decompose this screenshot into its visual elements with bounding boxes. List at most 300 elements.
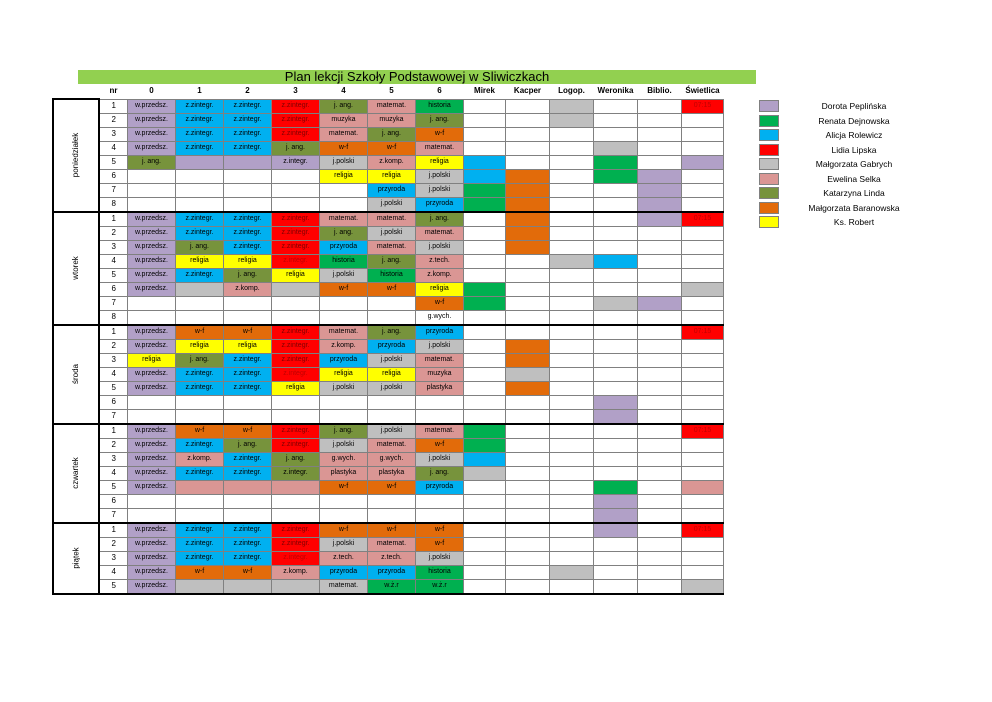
lesson-cell: z.zintegr. [175,268,223,282]
lesson-cell: matemat. [367,212,415,227]
schedule-row [53,438,723,452]
lesson-cell: w-f [415,537,463,551]
lesson-cell: z.zintegr. [175,226,223,240]
lesson-cell [593,565,637,579]
lesson-cell [549,367,593,381]
legend-swatch [759,187,779,199]
lesson-cell [681,367,723,381]
lesson-cell [637,466,681,480]
lesson-cell [505,296,549,310]
lesson-cell: j.polski [367,353,415,367]
schedule-row [53,551,723,565]
lesson-cell: z.zintegr. [175,551,223,565]
day-label [53,325,99,424]
lesson-cell [549,466,593,480]
lesson-number: 3 [99,551,127,565]
lesson-cell [549,99,593,113]
lesson-cell [127,310,175,325]
lesson-cell: matemat. [319,212,367,227]
lesson-cell [505,169,549,183]
lesson-cell [175,395,223,409]
lesson-cell [549,113,593,127]
lesson-cell [463,296,505,310]
lesson-cell: w-f [319,282,367,296]
lesson-cell: z.zintegr. [223,141,271,155]
lesson-cell [463,169,505,183]
lesson-cell [637,325,681,340]
lesson-cell: z.integr. [271,466,319,480]
lesson-cell [593,183,637,197]
lesson-cell [415,395,463,409]
lesson-cell: j. ang. [319,226,367,240]
column-header: Kacper [513,86,542,96]
lesson-cell: z.zintegr. [223,127,271,141]
lesson-cell [681,296,723,310]
lesson-cell [505,466,549,480]
lesson-cell [593,339,637,353]
lesson-cell: z.zintegr. [223,240,271,254]
lesson-cell [175,197,223,212]
lesson-number: 5 [99,381,127,395]
schedule-row [53,197,723,212]
lesson-cell [593,551,637,565]
schedule-row [53,537,723,551]
lesson-cell [271,395,319,409]
lesson-cell: j.polski [319,155,367,169]
column-header: Świetlica [685,86,720,96]
lesson-number: 7 [99,508,127,523]
lesson-cell [271,508,319,523]
lesson-cell: 07:15 [681,424,723,439]
lesson-cell: j.polski [367,381,415,395]
lesson-number: 6 [99,169,127,183]
lesson-cell: matemat. [367,438,415,452]
lesson-cell [593,523,637,538]
lesson-cell [505,452,549,466]
lesson-number: 5 [99,579,127,594]
lesson-cell [127,395,175,409]
lesson-cell [549,240,593,254]
lesson-cell [319,395,367,409]
lesson-cell [463,480,505,494]
lesson-cell: w.przedsz. [127,99,175,113]
lesson-cell [463,565,505,579]
lesson-cell: j.polski [319,268,367,282]
lesson-cell: j. ang. [319,99,367,113]
legend-teacher-name: Dorota Peplińska [821,101,887,112]
lesson-cell [415,409,463,424]
lesson-cell [505,339,549,353]
lesson-cell: z.zintegr. [271,438,319,452]
lesson-cell: z.zintegr. [271,339,319,353]
lesson-cell [463,127,505,141]
lesson-cell [223,169,271,183]
lesson-cell [637,197,681,212]
lesson-number: 6 [99,395,127,409]
lesson-number: 2 [99,113,127,127]
page-title: Plan lekcji Szkoły Podstawowej w Sliwiczkach [284,69,550,84]
legend-item [759,114,929,129]
lesson-cell [505,197,549,212]
lesson-cell [549,155,593,169]
lesson-cell [175,494,223,508]
lesson-cell [367,296,415,310]
lesson-cell: w.przedsz. [127,113,175,127]
lesson-cell [681,438,723,452]
lesson-number: 2 [99,226,127,240]
legend-teacher-name: Alicja Rolewicz [825,130,883,141]
lesson-cell: religia [319,169,367,183]
lesson-cell [415,494,463,508]
lesson-number: 7 [99,409,127,424]
lesson-cell [127,296,175,310]
lesson-cell [593,409,637,424]
schedule-row [53,508,723,523]
lesson-number: 6 [99,494,127,508]
lesson-cell: matemat. [415,141,463,155]
lesson-cell: z.zintegr. [271,226,319,240]
day-name: czwartek [71,457,81,489]
lesson-cell [681,508,723,523]
lesson-cell: z.tech. [367,551,415,565]
lesson-cell [463,523,505,538]
lesson-cell [175,508,223,523]
lesson-cell: j.polski [415,452,463,466]
lesson-cell [319,508,367,523]
legend-swatch [759,202,779,214]
lesson-cell [271,296,319,310]
lesson-cell: plastyka [319,466,367,480]
lesson-cell: j.polski [415,169,463,183]
lesson-cell [681,155,723,169]
lesson-cell [223,155,271,169]
lesson-cell: w.przedsz. [127,466,175,480]
header-blank [53,84,99,99]
lesson-cell [505,155,549,169]
lesson-cell [549,424,593,439]
schedule-grid [52,84,724,595]
lesson-cell [637,254,681,268]
lesson-cell [549,438,593,452]
lesson-cell [127,197,175,212]
lesson-cell: z.zintegr. [271,99,319,113]
lesson-cell [223,296,271,310]
lesson-cell: w.przedsz. [127,240,175,254]
lesson-cell: 07:15 [681,99,723,113]
lesson-cell [593,282,637,296]
lesson-cell [505,565,549,579]
lesson-cell [593,254,637,268]
lesson-cell [505,353,549,367]
lesson-cell [463,113,505,127]
lesson-cell [593,240,637,254]
lesson-cell [681,113,723,127]
lesson-cell [463,395,505,409]
lesson-cell [681,240,723,254]
lesson-cell [593,226,637,240]
lesson-cell [637,508,681,523]
lesson-cell: z.tech. [415,254,463,268]
lesson-cell [175,296,223,310]
lesson-cell: w-f [319,523,367,538]
lesson-cell: matemat. [367,99,415,113]
schedule-row [53,226,723,240]
lesson-cell: religia [127,353,175,367]
lesson-cell [505,310,549,325]
lesson-cell [505,381,549,395]
column-header: Weronika [597,86,634,96]
lesson-cell [593,212,637,227]
lesson-cell: matemat. [319,325,367,340]
lesson-cell: przyroda [319,353,367,367]
lesson-cell: w-f [415,127,463,141]
legend-swatch [759,158,779,170]
lesson-cell: w-f [367,141,415,155]
lesson-cell [463,353,505,367]
lesson-cell: z.zintegr. [223,353,271,367]
lesson-cell: w.przedsz. [127,551,175,565]
lesson-cell: historia [319,254,367,268]
lesson-cell [549,409,593,424]
legend-item [759,172,929,187]
lesson-cell: g.wych. [367,452,415,466]
day-label [53,523,99,594]
lesson-cell [681,183,723,197]
lesson-cell [505,395,549,409]
lesson-cell: religia [175,254,223,268]
lesson-cell: przyroda [319,240,367,254]
lesson-cell [549,551,593,565]
legend-item [759,157,929,172]
lesson-cell [505,240,549,254]
lesson-cell [637,296,681,310]
schedule-row [53,466,723,480]
lesson-cell: j. ang. [175,240,223,254]
lesson-cell: w.przedsz. [127,565,175,579]
lesson-cell [593,296,637,310]
lesson-cell [637,155,681,169]
lesson-number: 2 [99,438,127,452]
lesson-cell: w-f [367,282,415,296]
lesson-cell: j. ang. [367,127,415,141]
lesson-cell [367,395,415,409]
lesson-cell [549,494,593,508]
lesson-cell [505,183,549,197]
schedule-row [53,381,723,395]
lesson-cell [549,212,593,227]
lesson-cell [367,508,415,523]
lesson-cell: j. ang. [223,268,271,282]
lesson-cell: w.przedsz. [127,339,175,353]
lesson-cell: przyroda [367,565,415,579]
day-name: środa [71,363,81,385]
lesson-cell [593,537,637,551]
lesson-cell: muzyka [319,113,367,127]
lesson-cell [505,438,549,452]
lesson-cell [175,183,223,197]
schedule-row [53,99,723,113]
lesson-cell [637,523,681,538]
title-bar [78,70,756,84]
lesson-cell [319,494,367,508]
lesson-cell: w-f [175,424,223,439]
lesson-cell: z.zintegr. [175,537,223,551]
lesson-cell: w.przedsz. [127,325,175,340]
lesson-cell [127,508,175,523]
lesson-number: 1 [99,212,127,227]
lesson-cell: z.komp. [223,282,271,296]
lesson-cell: w.ż.r [367,579,415,594]
lesson-cell: j.polski [415,183,463,197]
lesson-number: 6 [99,282,127,296]
lesson-cell [549,452,593,466]
lesson-cell: w.przedsz. [127,537,175,551]
schedule-row [53,325,723,340]
lesson-cell [681,452,723,466]
lesson-cell: w-f [175,565,223,579]
lesson-cell: j. ang. [271,141,319,155]
lesson-cell [681,169,723,183]
lesson-cell [593,579,637,594]
lesson-cell: w.przedsz. [127,282,175,296]
lesson-cell: przyroda [367,183,415,197]
lesson-cell: z.zintegr. [175,523,223,538]
lesson-cell [175,409,223,424]
lesson-cell [271,480,319,494]
lesson-cell: muzyka [367,113,415,127]
lesson-cell: z.zintegr. [175,113,223,127]
lesson-cell [681,141,723,155]
lesson-cell [549,565,593,579]
lesson-cell: muzyka [415,367,463,381]
lesson-number: 5 [99,480,127,494]
schedule-row [53,480,723,494]
lesson-cell [637,409,681,424]
lesson-cell [505,537,549,551]
lesson-cell: z.zintegr. [223,212,271,227]
lesson-cell [505,523,549,538]
lesson-cell [549,197,593,212]
lesson-cell [549,296,593,310]
lesson-cell [505,325,549,340]
lesson-cell: w-f [415,296,463,310]
lesson-cell [271,197,319,212]
schedule-row [53,268,723,282]
lesson-cell [637,282,681,296]
legend-swatch [759,173,779,185]
lesson-cell: z.integr. [271,155,319,169]
lesson-cell: w.przedsz. [127,381,175,395]
lesson-cell [637,537,681,551]
schedule-row [53,254,723,268]
column-header: nr [109,86,118,96]
lesson-cell: z.zintegr. [175,367,223,381]
legend-teacher-name: Małgorzata Gabrych [815,159,893,170]
lesson-cell [505,99,549,113]
lesson-cell: w.przedsz. [127,254,175,268]
schedule-row [53,565,723,579]
legend-item [759,99,929,114]
lesson-cell: z.zintegr. [271,212,319,227]
lesson-cell [175,480,223,494]
lesson-cell: w-f [319,480,367,494]
lesson-cell [175,155,223,169]
lesson-cell: w-f [415,438,463,452]
lesson-cell: j.polski [415,551,463,565]
lesson-cell [463,268,505,282]
lesson-cell [637,183,681,197]
lesson-cell [681,409,723,424]
column-header: 5 [389,86,394,96]
lesson-cell: j.polski [415,339,463,353]
day-name: piątek [71,547,81,569]
lesson-cell [505,409,549,424]
lesson-cell: j.polski [367,226,415,240]
lesson-cell [681,395,723,409]
lesson-cell: z.komp. [271,565,319,579]
lesson-cell [175,282,223,296]
lesson-cell [463,381,505,395]
lesson-number: 1 [99,325,127,340]
legend-swatch [759,144,779,156]
lesson-cell: j. ang. [415,113,463,127]
lesson-cell [463,212,505,227]
lesson-cell: j. ang. [175,353,223,367]
lesson-cell: w.przedsz. [127,127,175,141]
lesson-cell [637,226,681,240]
lesson-cell: z.zintegr. [271,127,319,141]
lesson-cell: j.polski [319,438,367,452]
lesson-cell [463,141,505,155]
lesson-cell [681,494,723,508]
lesson-cell [681,551,723,565]
lesson-cell [367,409,415,424]
legend-teacher-name: Ewelina Selka [827,173,881,184]
lesson-cell [127,169,175,183]
lesson-cell: z.komp. [175,452,223,466]
schedule-row [53,127,723,141]
lesson-cell [505,508,549,523]
lesson-cell [637,367,681,381]
lesson-cell [637,565,681,579]
legend-item [759,128,929,143]
lesson-cell: matemat. [367,537,415,551]
lesson-cell [271,183,319,197]
lesson-cell: z.zintegr. [271,424,319,439]
lesson-cell: matemat. [367,240,415,254]
lesson-cell: z.zintegr. [271,353,319,367]
legend-item [759,186,929,201]
lesson-cell [681,480,723,494]
lesson-cell: j.polski [415,240,463,254]
lesson-cell [367,310,415,325]
lesson-cell [549,254,593,268]
lesson-cell [175,310,223,325]
lesson-cell [319,409,367,424]
lesson-number: 2 [99,537,127,551]
legend-item [759,143,929,158]
lesson-cell [549,339,593,353]
lesson-cell [319,183,367,197]
lesson-cell: z.zintegr. [223,551,271,565]
lesson-cell [593,325,637,340]
lesson-cell [505,494,549,508]
lesson-cell: w-f [223,424,271,439]
lesson-cell [505,212,549,227]
lesson-cell [681,127,723,141]
lesson-cell [463,183,505,197]
lesson-cell [593,127,637,141]
